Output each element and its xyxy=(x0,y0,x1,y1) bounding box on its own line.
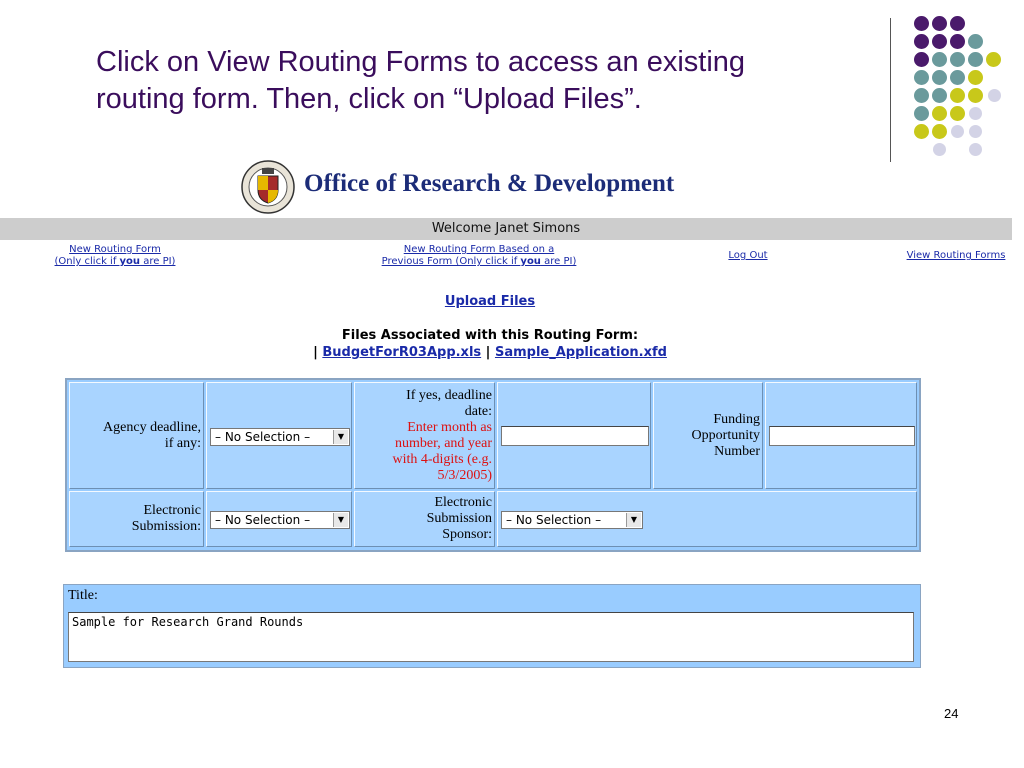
dot xyxy=(969,125,982,138)
new-routing-form-based-link[interactable] xyxy=(366,244,592,268)
electronic-submission-label: Electronic Submission: xyxy=(69,491,204,547)
dot xyxy=(950,52,965,67)
dot xyxy=(933,143,946,156)
view-routing-forms-link[interactable]: View Routing Forms xyxy=(906,250,1006,261)
electronic-submission-select[interactable]: – No Selection – ▼ xyxy=(210,511,350,529)
title-section xyxy=(63,584,921,668)
dot xyxy=(932,106,947,121)
new-routing-form-line2: (Only click if you are PI) xyxy=(54,256,176,267)
funding-opportunity-cell xyxy=(765,382,917,489)
file-link-budget[interactable]: BudgetForR03App.xls xyxy=(322,345,482,360)
dot xyxy=(932,88,947,103)
dot xyxy=(968,52,983,67)
dot xyxy=(932,34,947,49)
dot xyxy=(969,143,982,156)
dot xyxy=(951,125,964,138)
deadline-date-cell xyxy=(497,382,651,489)
dot xyxy=(932,52,947,67)
deadline-date-input[interactable] xyxy=(501,426,649,446)
logout-link[interactable]: Log Out xyxy=(728,250,768,261)
agency-deadline-label: Agency deadline, if any: xyxy=(69,382,204,489)
dot xyxy=(932,124,947,139)
files-list xyxy=(0,345,980,360)
university-seal-logo xyxy=(238,160,298,214)
file-separator: | xyxy=(485,345,491,360)
dot xyxy=(968,70,983,85)
file-link-application[interactable]: Sample_Application.xfd xyxy=(494,345,667,360)
electronic-submission-sponsor-cell xyxy=(497,491,917,547)
funding-opportunity-label: Funding Opportunity Number xyxy=(653,382,763,489)
upload-files-link[interactable]: Upload Files xyxy=(444,294,536,309)
dot xyxy=(914,124,929,139)
dot xyxy=(950,16,965,31)
dot xyxy=(932,16,947,31)
files-heading: Files Associated with this Routing Form: xyxy=(341,328,639,343)
dot xyxy=(969,107,982,120)
dot xyxy=(988,89,1001,102)
dot xyxy=(914,52,929,67)
new-based-line2: Previous Form (Only click if you are PI) xyxy=(381,256,577,267)
dot xyxy=(950,106,965,121)
dot xyxy=(914,70,929,85)
office-title: Office of Research & Development xyxy=(304,170,675,197)
dot xyxy=(914,88,929,103)
new-based-line1: New Routing Form Based on a xyxy=(403,244,555,255)
file-separator: | xyxy=(313,345,318,360)
funding-opportunity-input[interactable] xyxy=(769,426,915,446)
agency-deadline-cell xyxy=(206,382,352,489)
dot xyxy=(968,34,983,49)
dot xyxy=(950,88,965,103)
dropdown-arrow-icon: ▼ xyxy=(333,513,348,527)
electronic-submission-sponsor-label: Electronic Submission Sponsor: xyxy=(354,491,495,547)
slide-divider-line xyxy=(890,18,891,162)
dot xyxy=(950,34,965,49)
dot xyxy=(914,34,929,49)
welcome-bar: Welcome Janet Simons xyxy=(0,218,1012,240)
title-label: Title: xyxy=(68,588,98,603)
slide-title: Click on View Routing Forms to access an existing routing form. Then, click on “Upload Files”. xyxy=(96,46,746,115)
upload-files-row xyxy=(0,294,980,309)
dot xyxy=(914,16,929,31)
dropdown-arrow-icon: ▼ xyxy=(333,430,348,444)
dot xyxy=(986,52,1001,67)
routing-details-form xyxy=(65,378,921,552)
dot xyxy=(968,88,983,103)
title-textarea[interactable]: Sample for Research Grand Rounds xyxy=(68,612,914,662)
dot xyxy=(932,70,947,85)
deadline-date-label: If yes, deadline date: Enter month as number, and year with 4-digits (e.g. 5/3/2005) xyxy=(354,382,495,489)
electronic-submission-cell xyxy=(206,491,352,547)
page-number: 24 xyxy=(944,706,959,721)
dropdown-arrow-icon: ▼ xyxy=(626,513,641,527)
new-routing-form-line1: New Routing Form xyxy=(69,244,161,255)
new-routing-form-link[interactable] xyxy=(44,244,186,268)
electronic-submission-sponsor-select[interactable]: – No Selection – ▼ xyxy=(501,511,643,529)
dot xyxy=(914,106,929,121)
agency-deadline-select[interactable]: – No Selection – ▼ xyxy=(210,428,350,446)
dot xyxy=(950,70,965,85)
